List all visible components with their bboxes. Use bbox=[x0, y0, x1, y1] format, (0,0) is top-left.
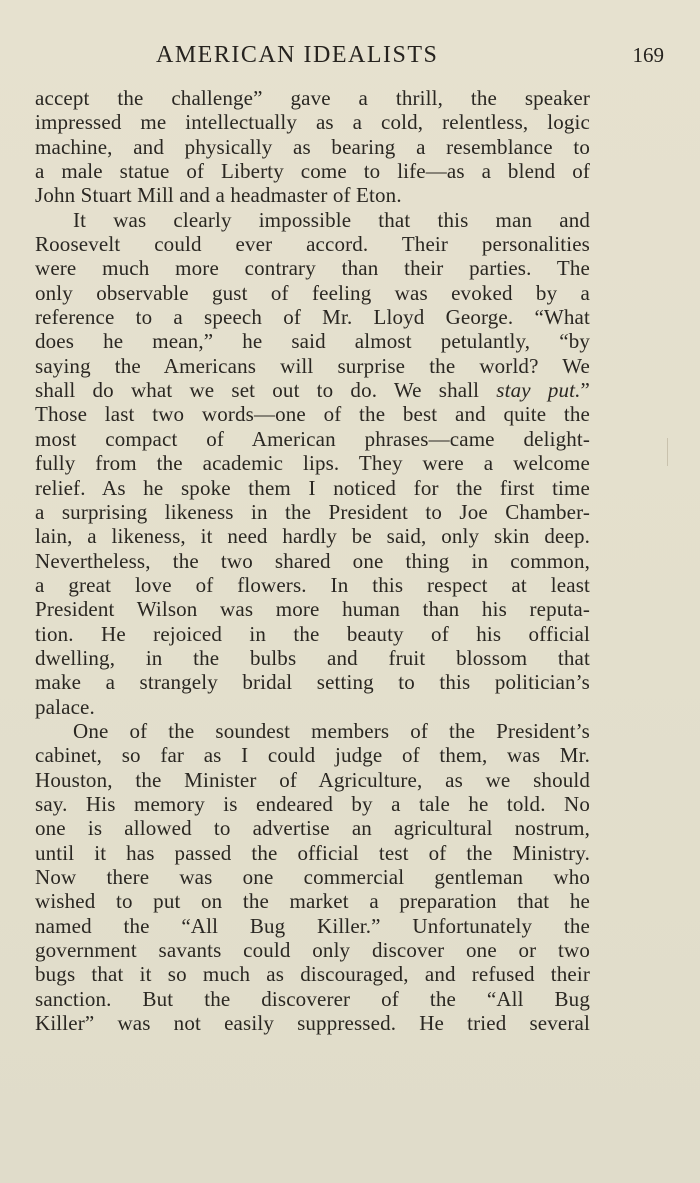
page-margin-mark bbox=[667, 438, 668, 466]
text-line: fully from the academic lips. They were a welcome bbox=[35, 451, 590, 476]
text-line: one is allowed to advertise an agricultural nostrum, bbox=[35, 816, 590, 841]
text-line: Roosevelt could ever accord. Their personalities bbox=[35, 232, 590, 257]
text-line: a great love of flowers. In this respect at least bbox=[35, 572, 590, 597]
text-line: only observable gust of feeling was evoked by a bbox=[35, 280, 590, 305]
text-line: John Stuart Mill and a headmaster of Eton. bbox=[35, 183, 402, 208]
text-line: make a strangely bridal setting to this politician’s bbox=[35, 670, 590, 695]
text-line: President Wilson was more human than his reputa- bbox=[35, 597, 590, 622]
italic-phrase: stay put. bbox=[496, 378, 581, 403]
text-line: Those last two words—one of the best and quite the bbox=[35, 402, 590, 427]
text-line: dwelling, in the bulbs and fruit blossom that bbox=[35, 645, 590, 670]
text-line: does he mean,” he said almost petulantly, “by bbox=[35, 329, 590, 354]
text-line: most compact of American phrases—came delight- bbox=[35, 426, 590, 451]
text-segment: shall do what we set out to do. We shall bbox=[35, 378, 497, 403]
text-line: a surprising likeness in the President to Joe Chamber- bbox=[35, 499, 590, 524]
text-line: government savants could only discover one or two bbox=[35, 938, 590, 963]
text-line: Now there was one commercial gentleman who bbox=[35, 865, 590, 889]
text-line: saying the Americans will surprise the world? We bbox=[35, 353, 590, 378]
paragraph-first-line: It was clearly impossible that this man and bbox=[73, 207, 590, 232]
page-number: 169 bbox=[632, 43, 664, 67]
text-line-with-italic bbox=[35, 378, 590, 402]
text-line: machine, and physically as bearing a resemblance to bbox=[35, 134, 590, 159]
text-line: Nevertheless, the two shared one thing in common, bbox=[35, 548, 590, 573]
text-line: Killer” was not easily suppressed. He tried several bbox=[35, 1011, 590, 1036]
text-line: sanction. But the discoverer of the “All Bug bbox=[35, 986, 590, 1011]
text-line: accept the challenge” gave a thrill, the speaker bbox=[35, 86, 590, 110]
text-line: cabinet, so far as I could judge of them, was Mr. bbox=[35, 743, 590, 768]
text-line: relief. As he spoke them I noticed for the first time bbox=[35, 475, 590, 500]
text-line: until it has passed the official test of the Ministry. bbox=[35, 840, 590, 865]
closing-quote: ” bbox=[580, 378, 591, 403]
text-line: impressed me intellectually as a cold, relentless, logic bbox=[35, 110, 590, 135]
running-title: AMERICAN IDEALISTS bbox=[156, 42, 439, 68]
text-line: named the “All Bug Killer.” Unfortunately the bbox=[35, 913, 590, 938]
text-line: Houston, the Minister of Agriculture, as we should bbox=[35, 767, 590, 792]
text-line: tion. He rejoiced in the beauty of his official bbox=[35, 621, 590, 646]
text-line: bugs that it so much as discouraged, and refused their bbox=[35, 962, 590, 987]
text-line: were much more contrary than their parties. The bbox=[35, 256, 590, 281]
text-line: reference to a speech of Mr. Lloyd George. “What bbox=[35, 305, 590, 330]
running-header bbox=[34, 42, 664, 74]
text-line: a male statue of Liberty come to life—as a blend of bbox=[35, 159, 590, 184]
text-line: lain, a likeness, it need hardly be said, only skin deep. bbox=[35, 524, 590, 549]
paragraph-first-line: One of the soundest members of the President’s bbox=[73, 718, 590, 743]
body-text bbox=[35, 86, 590, 1035]
text-line: wished to put on the market a preparation that he bbox=[35, 889, 590, 914]
text-line: say. His memory is endeared by a tale he told. No bbox=[35, 791, 590, 816]
text-line: palace. bbox=[35, 694, 95, 719]
